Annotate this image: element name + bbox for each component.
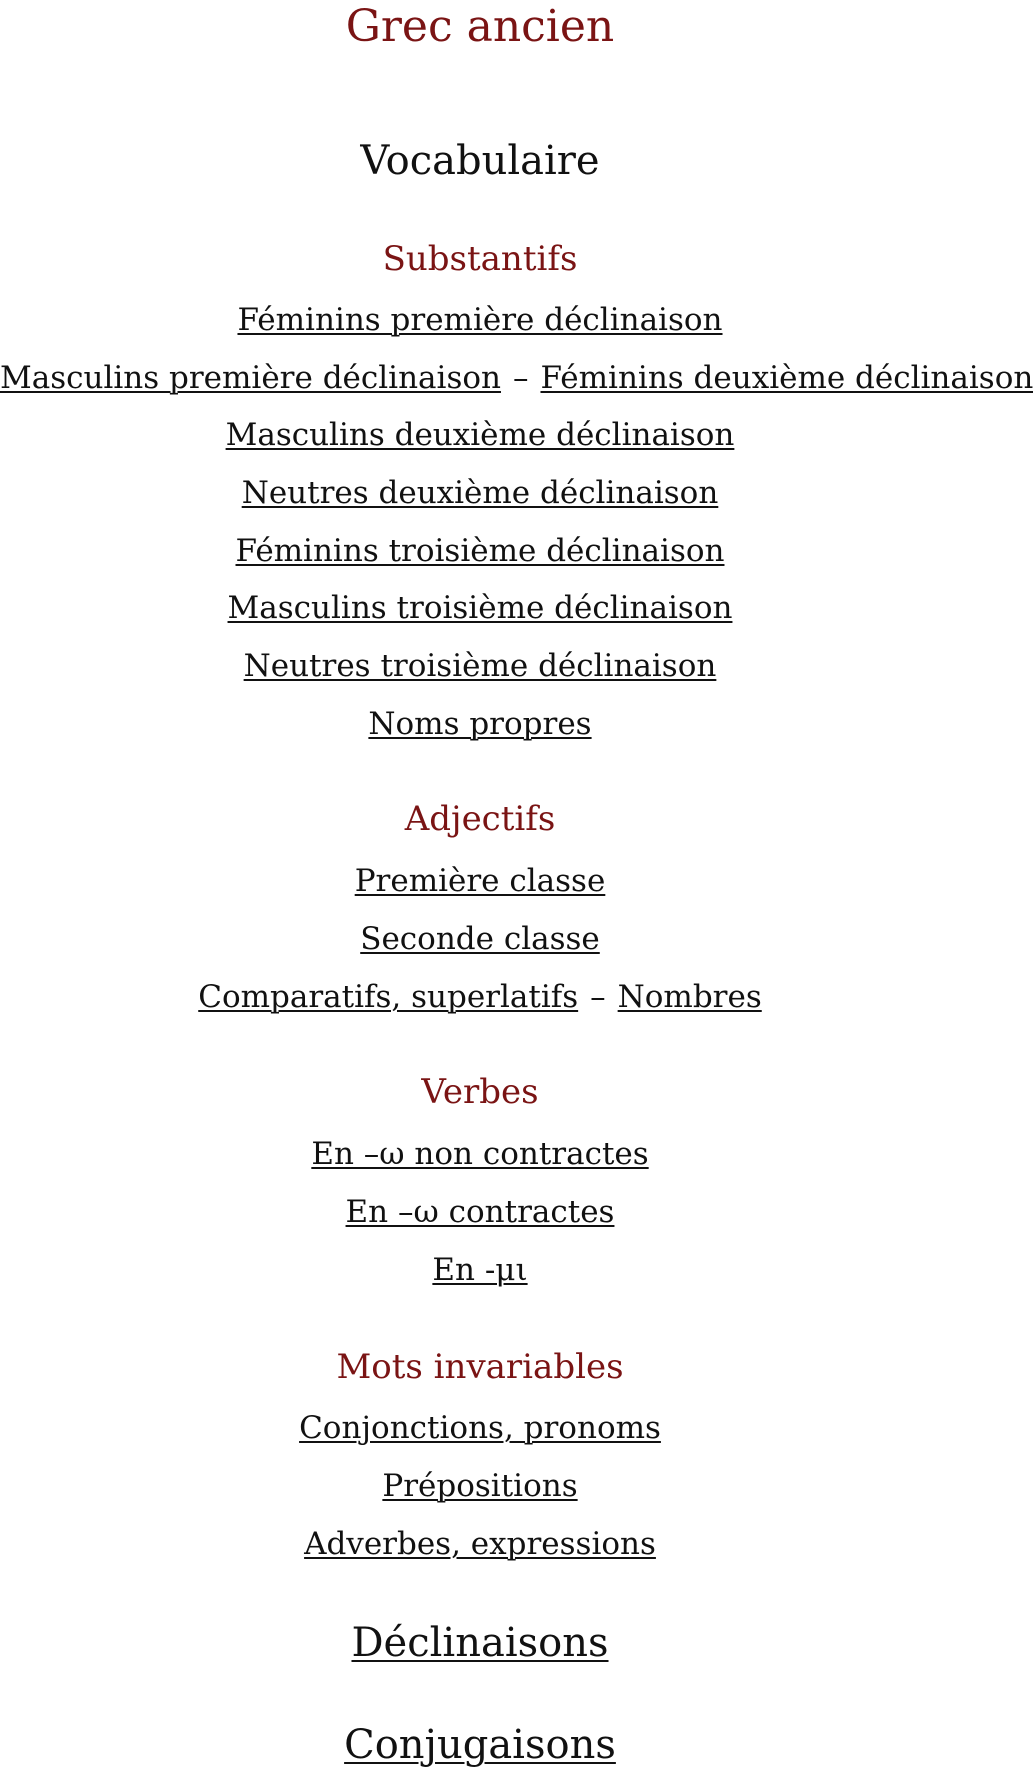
link-premiere-classe[interactable]: Première classe <box>354 863 606 899</box>
link-verbes-non-contractes[interactable]: En –ω non contractes <box>311 1136 649 1172</box>
separator-dash: – <box>590 979 606 1015</box>
nav-row <box>0 1250 960 1290</box>
link-conjonctions-pronoms[interactable]: Conjonctions, pronoms <box>299 1410 661 1446</box>
link-neutres-deuxieme-declinaison[interactable]: Neutres deuxième déclinaison <box>241 475 719 511</box>
nav-row <box>0 646 960 686</box>
nav-row <box>0 300 960 340</box>
nav-row <box>0 1524 960 1564</box>
footer-link-row <box>0 1618 960 1668</box>
link-neutres-troisieme-declinaison[interactable]: Neutres troisième déclinaison <box>243 648 717 684</box>
nav-row <box>0 704 960 744</box>
nav-row <box>0 415 960 455</box>
section-heading-substantifs: Substantifs <box>382 239 578 279</box>
nav-row <box>0 531 960 571</box>
link-masculins-premiere-declinaison[interactable]: Masculins première déclinaison <box>0 360 501 396</box>
link-feminins-troisieme-declinaison[interactable]: Féminins troisième déclinaison <box>235 533 725 569</box>
link-conjugaisons[interactable]: Conjugaisons <box>344 1722 616 1768</box>
nav-row <box>0 861 960 901</box>
link-masculins-troisieme-declinaison[interactable]: Masculins troisième déclinaison <box>227 590 733 626</box>
nav-row <box>0 919 960 959</box>
link-comparatifs-superlatifs[interactable]: Comparatifs, superlatifs <box>198 979 579 1015</box>
link-noms-propres[interactable]: Noms propres <box>368 706 592 742</box>
link-prepositions[interactable]: Prépositions <box>382 1468 578 1504</box>
page-title: Grec ancien <box>345 1 615 52</box>
link-feminins-premiere-declinaison[interactable]: Féminins première déclinaison <box>237 302 723 338</box>
section-heading-mots-invariables: Mots invariables <box>336 1347 624 1387</box>
section-heading-adjectifs: Adjectifs <box>404 799 556 839</box>
link-verbes-contractes[interactable]: En –ω contractes <box>345 1194 615 1230</box>
link-verbes-en-mi[interactable]: En -μι <box>432 1252 528 1288</box>
link-feminins-deuxieme-declinaison[interactable]: Féminins deuxième déclinaison <box>540 360 1033 396</box>
nav-row <box>0 588 960 628</box>
link-declinaisons[interactable]: Déclinaisons <box>351 1620 609 1666</box>
link-nombres[interactable]: Nombres <box>617 979 762 1015</box>
page-subtitle: Vocabulaire <box>360 138 600 184</box>
link-adverbes-expressions[interactable]: Adverbes, expressions <box>304 1526 656 1562</box>
link-masculins-deuxieme-declinaison[interactable]: Masculins deuxième déclinaison <box>225 417 735 453</box>
footer-link-row <box>0 1720 960 1770</box>
nav-row <box>0 473 960 513</box>
nav-row <box>0 977 960 1017</box>
nav-row <box>0 1134 960 1174</box>
section-heading-verbes: Verbes <box>421 1072 539 1112</box>
nav-row <box>0 358 1033 398</box>
nav-row <box>0 1192 960 1232</box>
link-seconde-classe[interactable]: Seconde classe <box>360 921 600 957</box>
nav-row <box>0 1466 960 1506</box>
nav-row <box>0 1408 960 1448</box>
separator-dash: – <box>512 360 529 396</box>
